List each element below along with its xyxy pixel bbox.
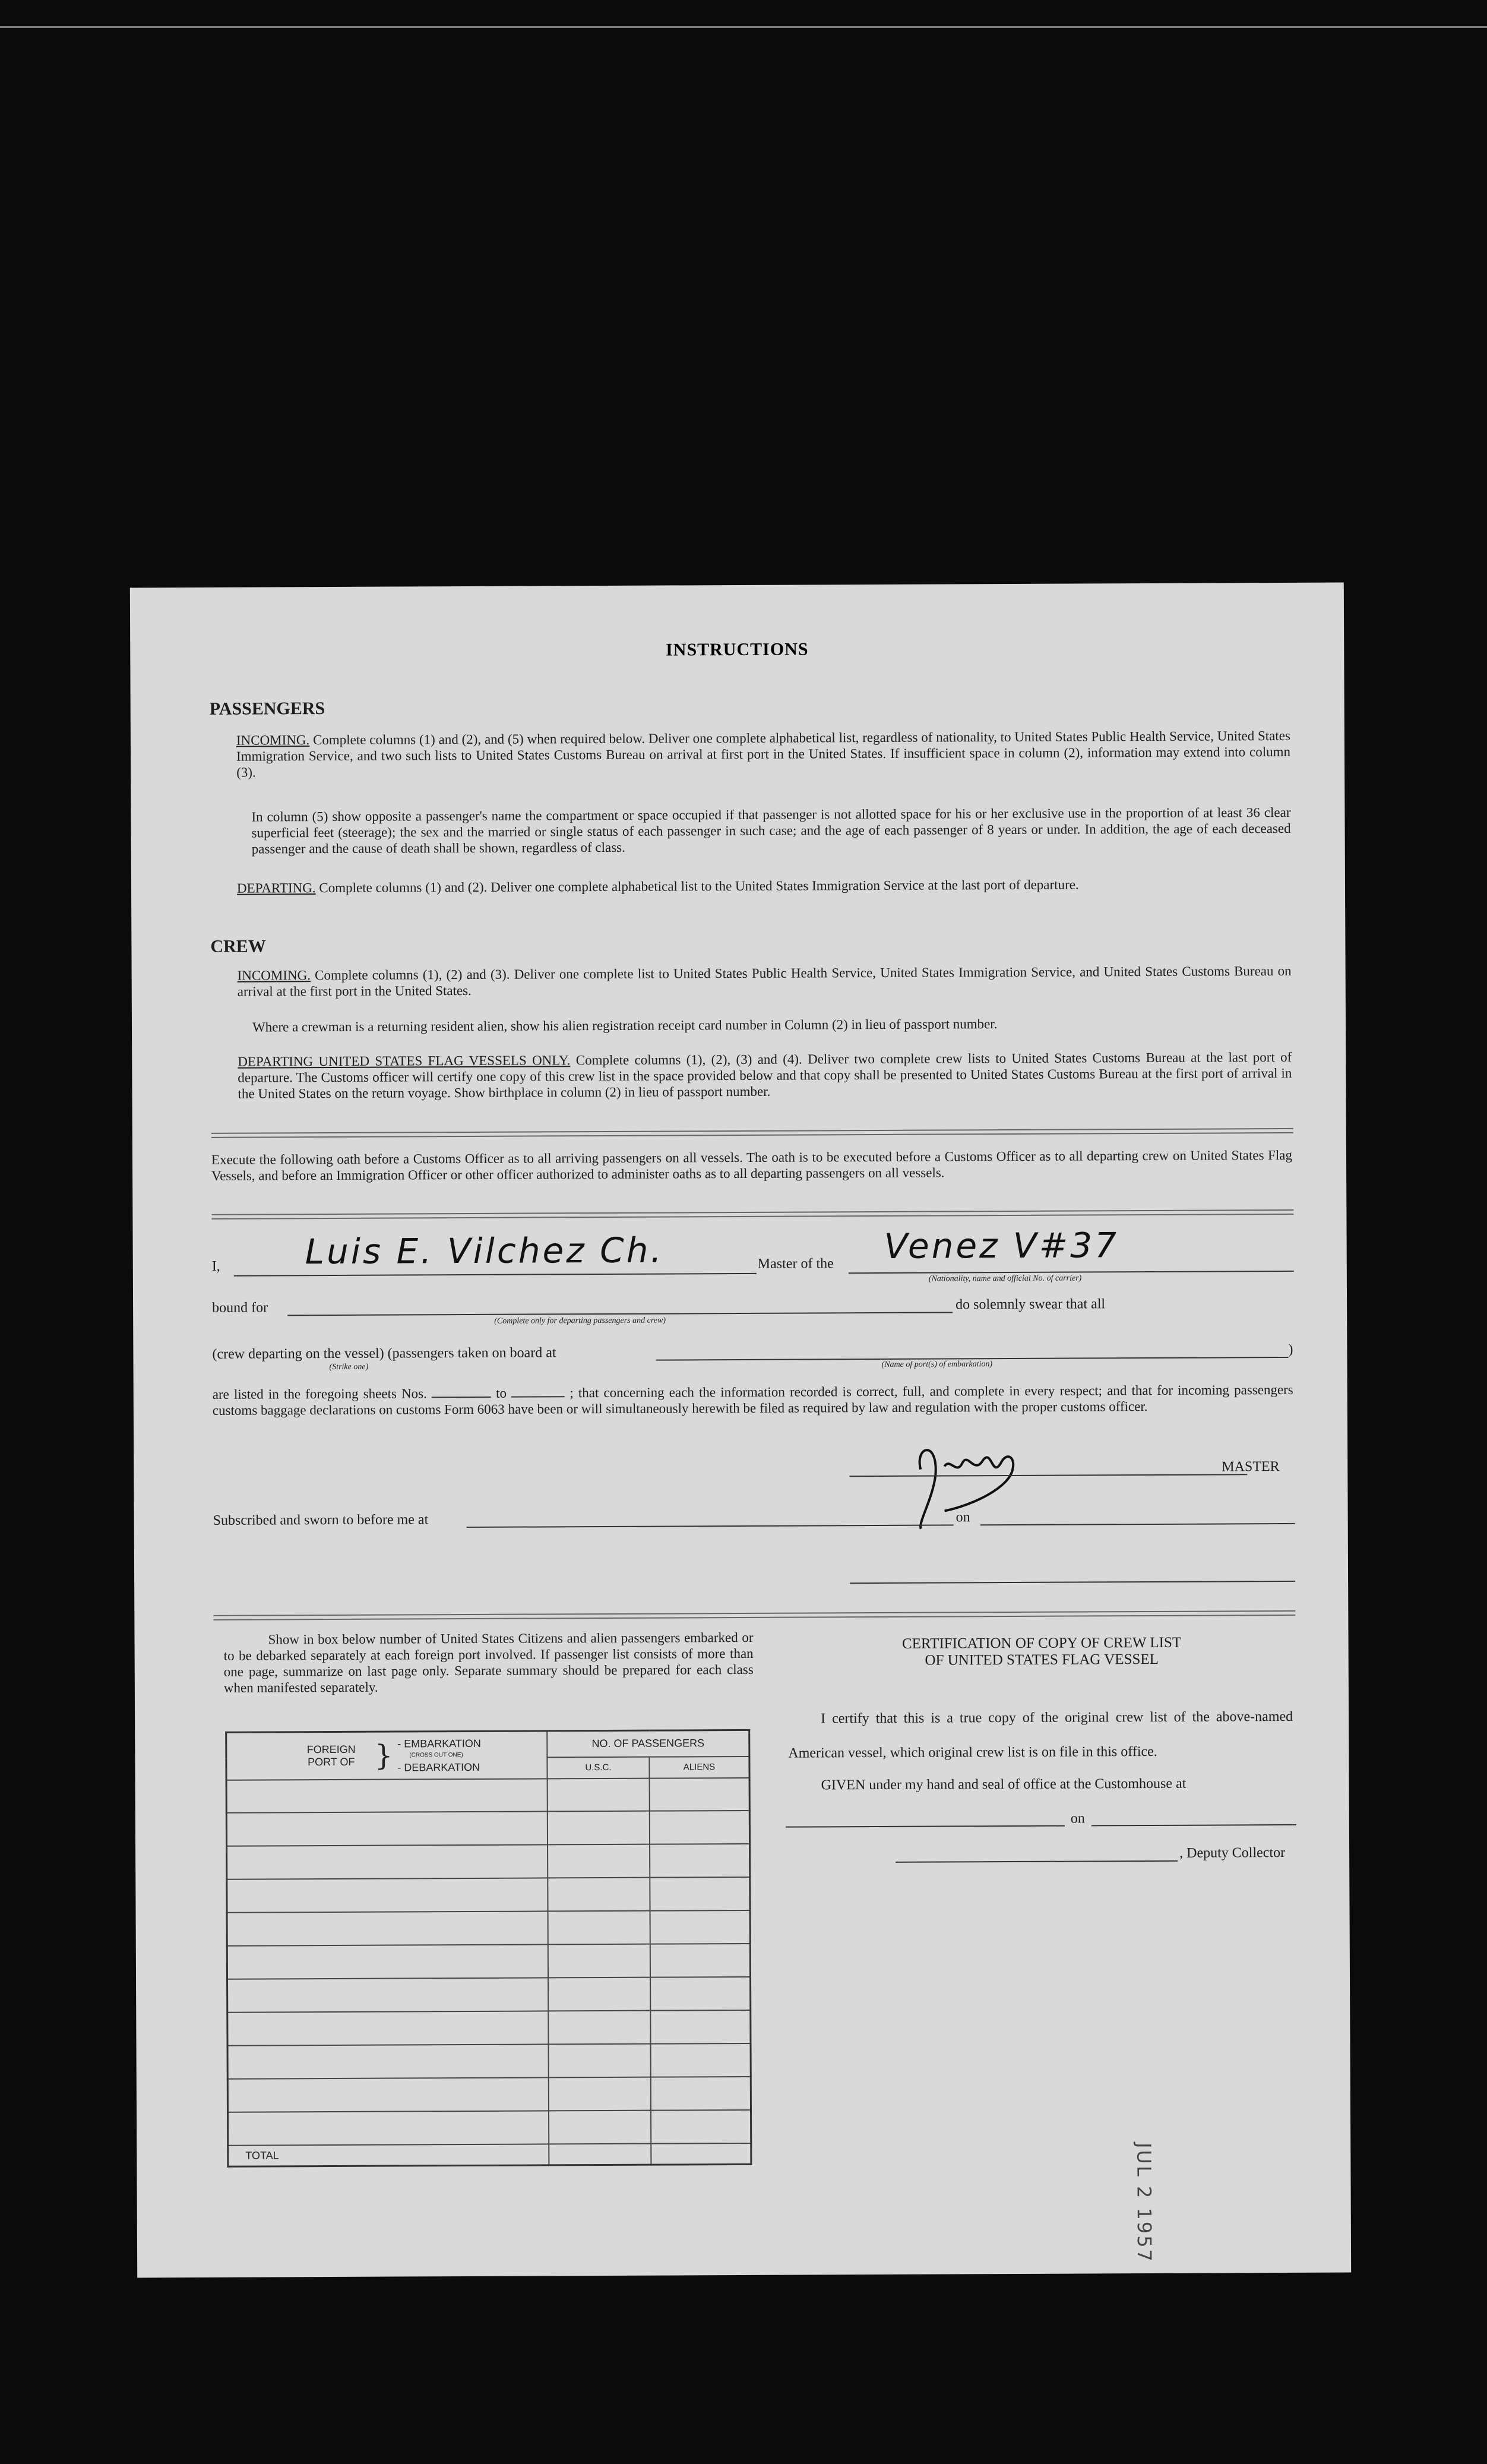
total-label: TOTAL (228, 2144, 549, 2166)
passengers-departing-text: Complete columns (1) and (2). Deliver one complete alphabetical list to the United States Immigration Service at the last port of departure. (319, 877, 1079, 896)
customhouse-line (786, 1825, 1065, 1828)
top-border-line (0, 26, 1487, 28)
date-stamp: JUL 2 1957 (1132, 2142, 1156, 2263)
master-of-label: Master of the (757, 1256, 834, 1272)
table-row[interactable] (227, 1877, 750, 1913)
passengers-heading: PASSENGERS (209, 699, 325, 719)
page-title: INSTRUCTIONS (665, 639, 809, 660)
table-row[interactable] (228, 2109, 751, 2145)
form-sheet (130, 583, 1351, 2278)
sworn-place-line (467, 1524, 954, 1528)
table-row[interactable] (227, 2077, 751, 2112)
vessel-handwritten: Venez V#37 (884, 1225, 1119, 1266)
cross-out-note: (CROSS OUT ONE) (409, 1751, 463, 1759)
table-row[interactable] (227, 2043, 751, 2079)
passengers-incoming (236, 728, 1290, 781)
sheet-to-line (511, 1396, 565, 1397)
crew-departing (238, 1049, 1292, 1102)
table-row[interactable] (227, 2010, 751, 2046)
usc-header: U.S.C. (547, 1757, 649, 1778)
oath-statement (213, 1382, 1293, 1419)
passengers-column5: In column (5) show opposite a passenger's name the compartment or space occupied if that passenger is not allotted space for his or her exclusive use in the proportion of at least 36 clear superficial feet (steerage); the sex and the married or single status of each passenger in such case; and the age of each passenger of 8 years or under. In addition, the age of each deceased passenger and the cause of death shall be shown, regardless of class. (251, 804, 1291, 857)
master-name-line (234, 1273, 757, 1277)
double-divider (213, 1610, 1295, 1620)
table-row[interactable] (227, 1910, 750, 1946)
oath-i-label: I, (211, 1258, 220, 1274)
summary-instructions: Show in box below number of United States Citizens and alien passengers embarked or to be debarked separately at each foreign port involved. If passenger list consists of more than one page, summarize on last page only. Separate summary should be prepared for each class when manifested separately. (223, 1629, 754, 1695)
table-row[interactable] (226, 1811, 749, 1846)
bound-caption: (Complete only for departing passengers and crew) (494, 1316, 666, 1326)
embarkation-option[interactable]: - EMBARKATION (397, 1737, 481, 1750)
crew-departing-label: DEPARTING UNITED STATES FLAG VESSELS ONLY. (238, 1053, 571, 1069)
certification-title (788, 1634, 1296, 1670)
certification-title-1: CERTIFICATION OF COPY OF CREW LIST (901, 1634, 1182, 1652)
master-label: MASTER (1222, 1459, 1280, 1475)
crew-incoming-label: INCOMING. (237, 968, 311, 983)
bound-for-label: bound for (212, 1300, 268, 1316)
deputy-signature-line (896, 1860, 1178, 1863)
debarkation-option[interactable]: - DEBARKATION (397, 1761, 480, 1774)
certification-given: GIVEN under my hand and seal of office at the Customhouse at (821, 1776, 1187, 1793)
port-header-cell (226, 1731, 548, 1780)
certification-text: I certify that this is a true copy of the original crew list of the above-named American vessel, which original crew list is on file in this office. (788, 1708, 1293, 1761)
passengers-incoming-label: INCOMING. (236, 732, 310, 748)
certification-date-line (1091, 1824, 1296, 1827)
swear-text: do solemnly swear that all (956, 1296, 1106, 1313)
aliens-header: ALIENS (649, 1756, 749, 1778)
table-row[interactable] (226, 1777, 749, 1813)
certification-title-2: OF UNITED STATES FLAG VESSEL (925, 1651, 1159, 1669)
double-divider (211, 1128, 1293, 1138)
oath-intro: Execute the following oath before a Customs Officer as to all arriving passengers on all vessels. The oath is to be executed before a Customs Officer as to all departing crew on United States Flag Vessels, and before an Immigration Officer or other officer authorized to administer oaths as to all departing passengers on all vessels. (211, 1147, 1293, 1183)
crew-heading: CREW (210, 936, 266, 956)
passengers-header: NO. OF PASSENGERS (547, 1730, 749, 1757)
listed-text-b: ; that concerning each the information recorded is correct, full, and complete in every respect; and that for incoming passengers customs baggage declarations on customs Form 6063 have been or will simultaneously herewith be filed as required by law and regulation with the proper customs officer. (212, 1382, 1293, 1418)
bound-for-line (287, 1312, 953, 1316)
port-caption: (Name of port(s) of embarkation) (881, 1360, 993, 1369)
crew-departing-text: Complete columns (1), (2), (3) and (4). Deliver two complete crew lists to United States Customs Bureau at the last port of departure. The Customs officer will certify one copy of this crew list in the space provided below and that copy shall be presented to United States Customs Bureau at the first port of arrival in the United States on the return voyage. Show birthplace in column (2) in lieu of passport number. (238, 1049, 1292, 1101)
passengers-departing-label: DEPARTING. (236, 880, 316, 896)
master-name-handwritten: Luis E. Vilchez Ch. (305, 1230, 665, 1272)
port-header: FOREIGN PORT OF (306, 1743, 356, 1768)
crew-departing-text: (crew departing on the vessel) (passengers taken on board at (212, 1345, 556, 1362)
double-divider (211, 1209, 1293, 1220)
sworn-on-label: on (956, 1509, 970, 1525)
brace-glyph: } (374, 1739, 393, 1773)
master-signature (903, 1433, 1058, 1535)
crew-incoming (238, 963, 1292, 1000)
vessel-line (849, 1271, 1294, 1274)
vessel-caption: (Nationality, name and official No. of carrier) (928, 1274, 1082, 1284)
crew-incoming-text: Complete columns (1), (2) and (3). Deliver one complete list to United States Public Health Service, United States Immigration Service, and United States Customs Bureau on arrival at the first port in the United States. (237, 963, 1292, 999)
deputy-label: , Deputy Collector (1179, 1845, 1286, 1861)
passengers-departing (237, 876, 1291, 896)
sheet-from-line (432, 1397, 491, 1398)
listed-to: to (496, 1385, 507, 1401)
table-row[interactable] (227, 1844, 750, 1879)
table-row[interactable] (227, 1944, 750, 1979)
officer-signature-line (850, 1581, 1295, 1584)
passengers-incoming-text: Complete columns (1) and (2), and (5) when required below. Deliver one complete alphabetical list, regardless of nationality, to United States Public Health Service, United States Immigration Service, and two such lists to United States Customs Bureau on arrival at first port in the United States. If insufficient space in column (2), information may extend into column (3). (236, 728, 1291, 780)
crew-resident: Where a crewman is a returning resident alien, show his alien registration receipt card number in Column (2) in lieu of passport number. (252, 1016, 998, 1035)
close-paren: ) (1288, 1341, 1293, 1357)
table-row[interactable] (227, 1977, 751, 2013)
listed-text-a: are listed in the foregoing sheets Nos. (212, 1386, 427, 1402)
strike-caption: (Strike one) (329, 1362, 369, 1372)
total-row[interactable] (228, 2143, 751, 2166)
certification-on: on (1070, 1811, 1085, 1827)
passenger-summary-table (225, 1729, 752, 2168)
sworn-label: Subscribed and sworn to before me at (213, 1512, 429, 1528)
